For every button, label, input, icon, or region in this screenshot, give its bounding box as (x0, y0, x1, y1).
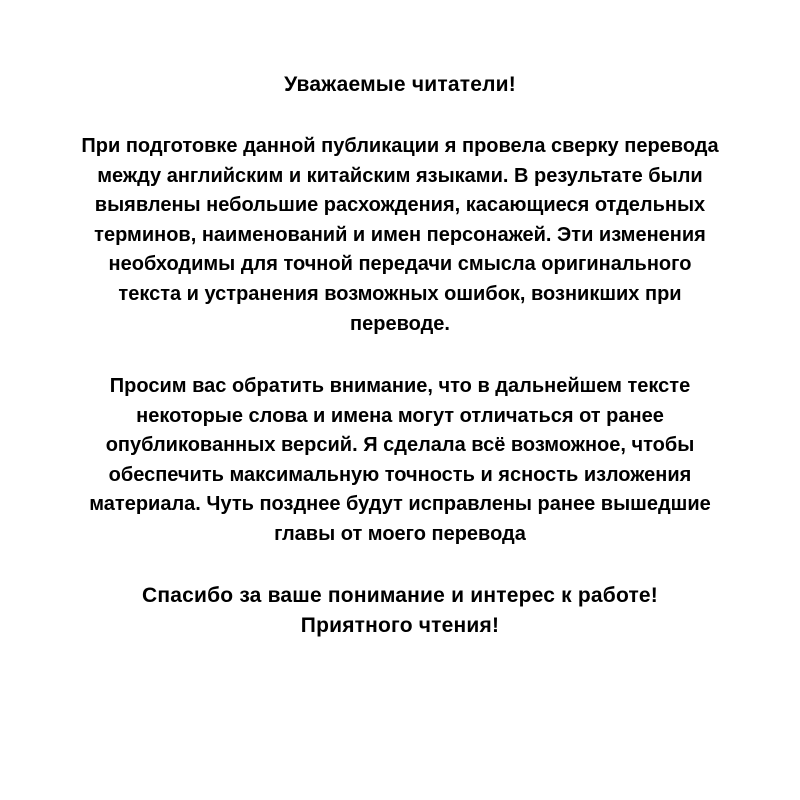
text-line: переводе. (350, 312, 450, 335)
paragraph-translation-check (0, 132, 800, 339)
text-line: терминов, наименований и имен персонажей. Эти изменения (94, 223, 706, 246)
closing-line: Спасибо за ваше понимание и интерес к работе! (141, 584, 659, 607)
text-line: текста и устранения возможных ошибок, возникших при (118, 282, 682, 305)
text-line: опубликованных версий. Я сделала всё возможное, чтобы (105, 434, 695, 457)
text-line: Просим вас обратить внимание, что в дальнейшем тексте (109, 375, 691, 397)
closing-message (0, 581, 800, 640)
paragraph-attention-request (0, 372, 800, 550)
text-line: главы от моего перевода (274, 522, 526, 545)
text-line: выявлены небольшие расхождения, касающиеся отдельных (94, 194, 706, 217)
closing-line: Приятного чтения! (300, 613, 500, 637)
notice-title: Уважаемые читатели! (284, 73, 516, 96)
text-line: необходимы для точной передачи смысла оригинального (108, 253, 692, 276)
text-line: обеспечить максимальную точность и ясность изложения (108, 463, 692, 486)
text-line: материала. Чуть позднее будут исправлены ранее вышедшие (89, 493, 711, 516)
text-line: некоторые слова и имена могут отличаться от ранее (136, 404, 664, 427)
text-line: между английским и китайским языками. В результате были (97, 164, 703, 187)
text-line: При подготовке данной публикации я провела сверку перевода (81, 135, 719, 157)
